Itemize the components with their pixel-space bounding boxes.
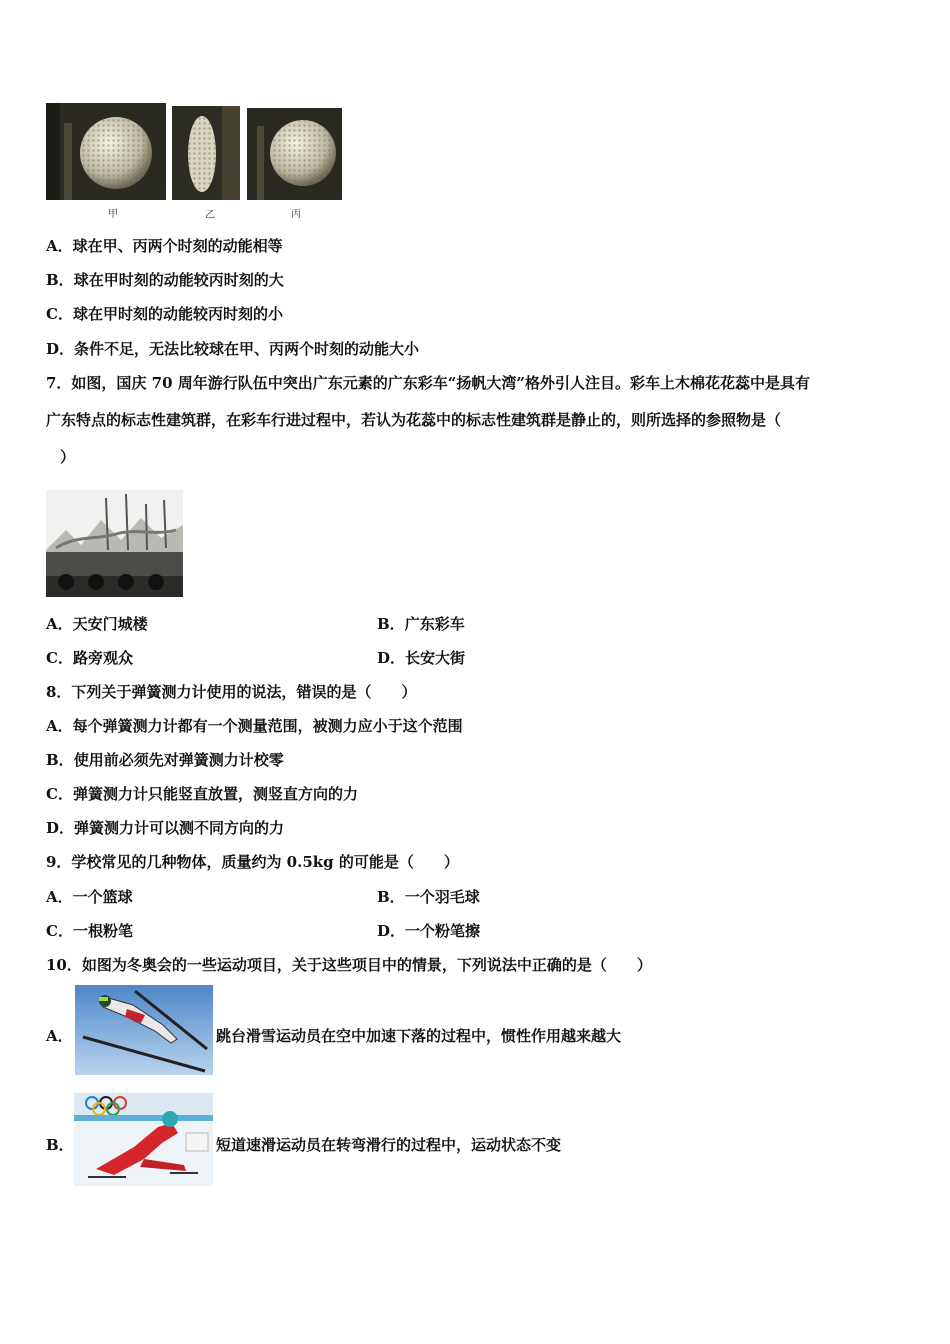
q8-option-a: A．每个弹簧测力计都有一个测量范围，被测力应小于这个范围 bbox=[46, 717, 463, 735]
q7-option-c: C．路旁观众 bbox=[46, 649, 133, 667]
q9-option-b: B．一个羽毛球 bbox=[377, 888, 480, 906]
q9-stem: 9．学校常见的几种物体，质量约为 0.5kg 的可能是（ ） bbox=[46, 853, 459, 871]
q9-option-a: A．一个篮球 bbox=[46, 888, 133, 906]
q10-option-b-label: B． bbox=[46, 1136, 74, 1154]
ball-photo-yi bbox=[172, 106, 240, 200]
q6-option-a: A．球在甲、丙两个时刻的动能相等 bbox=[46, 237, 283, 255]
q7-option-a: A．天安门城楼 bbox=[46, 615, 148, 633]
q8-option-d: D．弹簧测力计可以测不同方向的力 bbox=[46, 819, 285, 837]
q6-option-b: B．球在甲时刻的动能较丙时刻的大 bbox=[46, 271, 284, 289]
ball-photo-bing bbox=[247, 108, 342, 200]
q10-stem: 10．如图为冬奥会的一些运动项目，关于这些项目中的情景，下列说法中正确的是（ ） bbox=[46, 956, 652, 974]
parade-float-photo bbox=[46, 490, 183, 597]
q9-option-d: D．一个粉笔擦 bbox=[377, 922, 481, 940]
caption-jia: 甲 bbox=[108, 209, 118, 220]
q7-option-b: B．广东彩车 bbox=[377, 615, 465, 633]
q8-option-b: B．使用前必须先对弹簧测力计校零 bbox=[46, 751, 284, 769]
q8-option-c: C．弹簧测力计只能竖直放置，测竖直方向的力 bbox=[46, 785, 358, 803]
speed-skating-photo bbox=[74, 1093, 213, 1186]
q10-option-a-text: 跳台滑雪运动员在空中加速下落的过程中，惯性作用越来越大 bbox=[216, 1027, 622, 1045]
caption-yi: 乙 bbox=[205, 210, 215, 221]
q10-option-b-text: 短道速滑运动员在转弯滑行的过程中，运动状态不变 bbox=[216, 1136, 562, 1154]
ball-photo-jia bbox=[46, 103, 166, 200]
q6-option-c: C．球在甲时刻的动能较丙时刻的小 bbox=[46, 305, 283, 323]
q10-option-a-label: A． bbox=[46, 1027, 73, 1045]
q7-stem-line1: 7．如图，国庆 70 周年游行队伍中突出广东元素的广东彩车“扬帆大湾”格外引人注目。彩车上木棉花花蕊中是具有 bbox=[46, 374, 811, 392]
q8-stem: 8．下列关于弹簧测力计使用的说法，错误的是（ ） bbox=[46, 683, 417, 701]
caption-bing: 丙 bbox=[291, 209, 301, 220]
q6-option-d: D．条件不足，无法比较球在甲、丙两个时刻的动能大小 bbox=[46, 340, 420, 358]
q7-option-d: D．长安大街 bbox=[377, 649, 466, 667]
ski-jump-photo bbox=[75, 985, 213, 1075]
q7-stem-line3: ） bbox=[60, 448, 76, 466]
q7-stem-line2: 广东特点的标志性建筑群，在彩车行进过程中，若认为花蕊中的标志性建筑群是静止的，则所选择的参照物是（ bbox=[46, 411, 782, 429]
q9-option-c: C．一根粉笔 bbox=[46, 922, 133, 940]
